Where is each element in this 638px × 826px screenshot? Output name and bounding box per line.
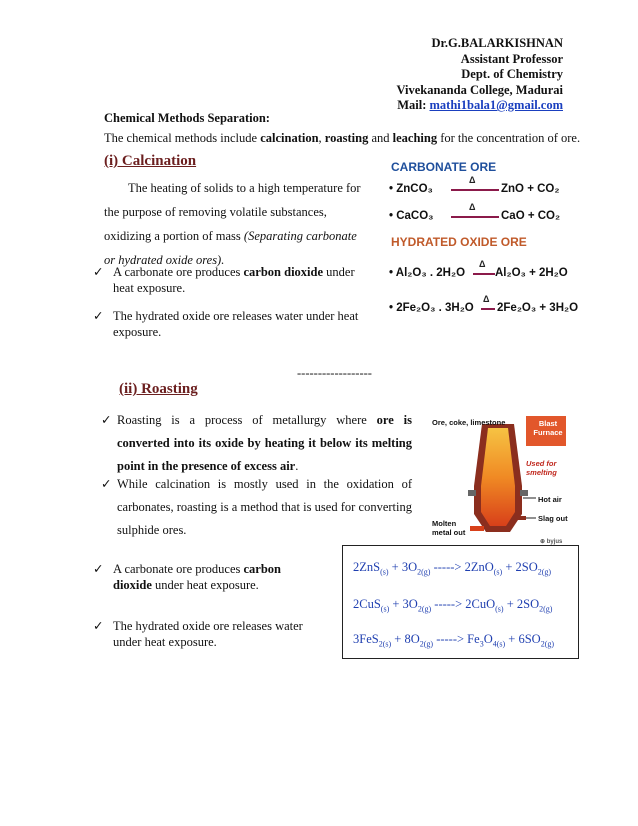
feed-label: Ore, coke, limestone [432, 418, 506, 427]
roasting-reactions-box [342, 545, 579, 659]
section-title: Chemical Methods Separation: [104, 111, 270, 125]
calcination-paragraph: The heating of solids to a high temperature for the purpose of removing volatile substances, oxidizing a portion of mass (Separating carbonate or hydrated oxide ores). [104, 181, 361, 267]
author-title: Assistant Professor [460, 51, 563, 66]
check-icon: ✓ [101, 413, 112, 427]
section-separator: ------------------ [297, 366, 372, 380]
heat-icon: Δ [483, 294, 490, 304]
roasting-bullet-1: ✓ Roasting is a process of metallurgy where ore is converted into its oxide by heating it below its melting point in the presence of excess air. [117, 409, 412, 478]
calcination-bullet-1: ✓ A carbonate ore produces carbon dioxide under heat exposure. [93, 265, 355, 295]
roasting-heading: (ii) Roasting [119, 381, 198, 397]
reaction-copper-sulphide: $2CuS_{(s)} + 3O_{2(g)}$ -----> $2CuO_{(s)} + 2SO_{2(g)}$ [353, 597, 553, 614]
author-name: Dr.G.BALARKISHNAN [431, 36, 563, 50]
hot-air-label: Hot air [538, 495, 562, 504]
mail-link[interactable]: mathi1bala1@gmail.com [429, 98, 563, 112]
heat-icon: Δ [469, 175, 476, 185]
mail-label: Mail: [397, 98, 427, 112]
check-icon: ✓ [93, 265, 104, 279]
intro-roasting: roasting [324, 131, 369, 145]
equation-calcium-carbonate: • CaCO₃ Δ CaO + CO₂ [389, 202, 561, 222]
author-mail [396, 98, 563, 114]
calcination-heading: (i) Calcination [104, 153, 197, 169]
check-icon: ✓ [93, 619, 104, 633]
calcination-bullet-2: ✓ The hydrated oxide ore releases water under heat exposure. [93, 309, 359, 339]
blast-furnace-label: Blast Furnace [533, 419, 563, 437]
equation-iron-oxide-hydrate: • 2Fe₂O₃ . 3H₂O Δ 2Fe₂O₃ + 3H₂O [389, 294, 579, 314]
heat-icon: Δ [469, 202, 476, 212]
image-credit: ⊕ byjus [540, 539, 563, 545]
author-header [396, 36, 563, 114]
check-icon: ✓ [101, 477, 112, 491]
check-icon: ✓ [93, 562, 104, 576]
heat-icon: Δ [479, 259, 486, 269]
author-dept: Dept. of Chemistry [461, 67, 563, 81]
roasting-bullet-2: ✓ While calcination is mostly used in the oxidation of carbonates, roasting is a method that is used for converting sulphide ores. [117, 473, 412, 542]
check-icon: ✓ [93, 309, 104, 323]
roasting-bullet-3: ✓ A carbonate ore produces carbon dioxide under heat exposure. [93, 562, 281, 592]
hydrated-oxide-title: HYDRATED OXIDE ORE [391, 235, 527, 249]
slag-label: Slag out [538, 514, 568, 523]
intro-calcination: calcination [260, 131, 319, 145]
intro-text: The chemical methods include calcination, roasting and leaching for the concentration of ore. [104, 131, 581, 145]
roasting-bullet-4: ✓ The hydrated oxide ore releases water under heat exposure. [93, 619, 303, 649]
intro-leaching: leaching [392, 131, 438, 145]
equation-alumina-hydrate: • Al₂O₃ . 2H₂O Δ Al₂O₃ + 2H₂O [389, 259, 568, 279]
reaction-zinc-sulphide: $2ZnS_{(s)} + 3O_{2(g)}$ -----> $2ZnO_{(s)} + 2SO_{2(g)}$ [353, 560, 552, 577]
equation-zinc-carbonate: • ZnCO₃ Δ ZnO + CO₂ [389, 175, 560, 195]
metal-out-label: Molten metal out [432, 519, 466, 537]
ore-equations-figure [385, 155, 579, 345]
author-college: Vivekananda College, Madurai [396, 82, 563, 97]
carbonate-ore-title: CARBONATE ORE [391, 160, 497, 174]
used-for-label: Used for smelting [526, 459, 557, 477]
blast-furnace-figure [430, 414, 568, 548]
reaction-iron-sulphide: $3FeS_{2(s)} + 8O_{2(g)}$ -----> $Fe_3O_{4(s)} + 6SO_{2(g)}$ [353, 632, 555, 649]
